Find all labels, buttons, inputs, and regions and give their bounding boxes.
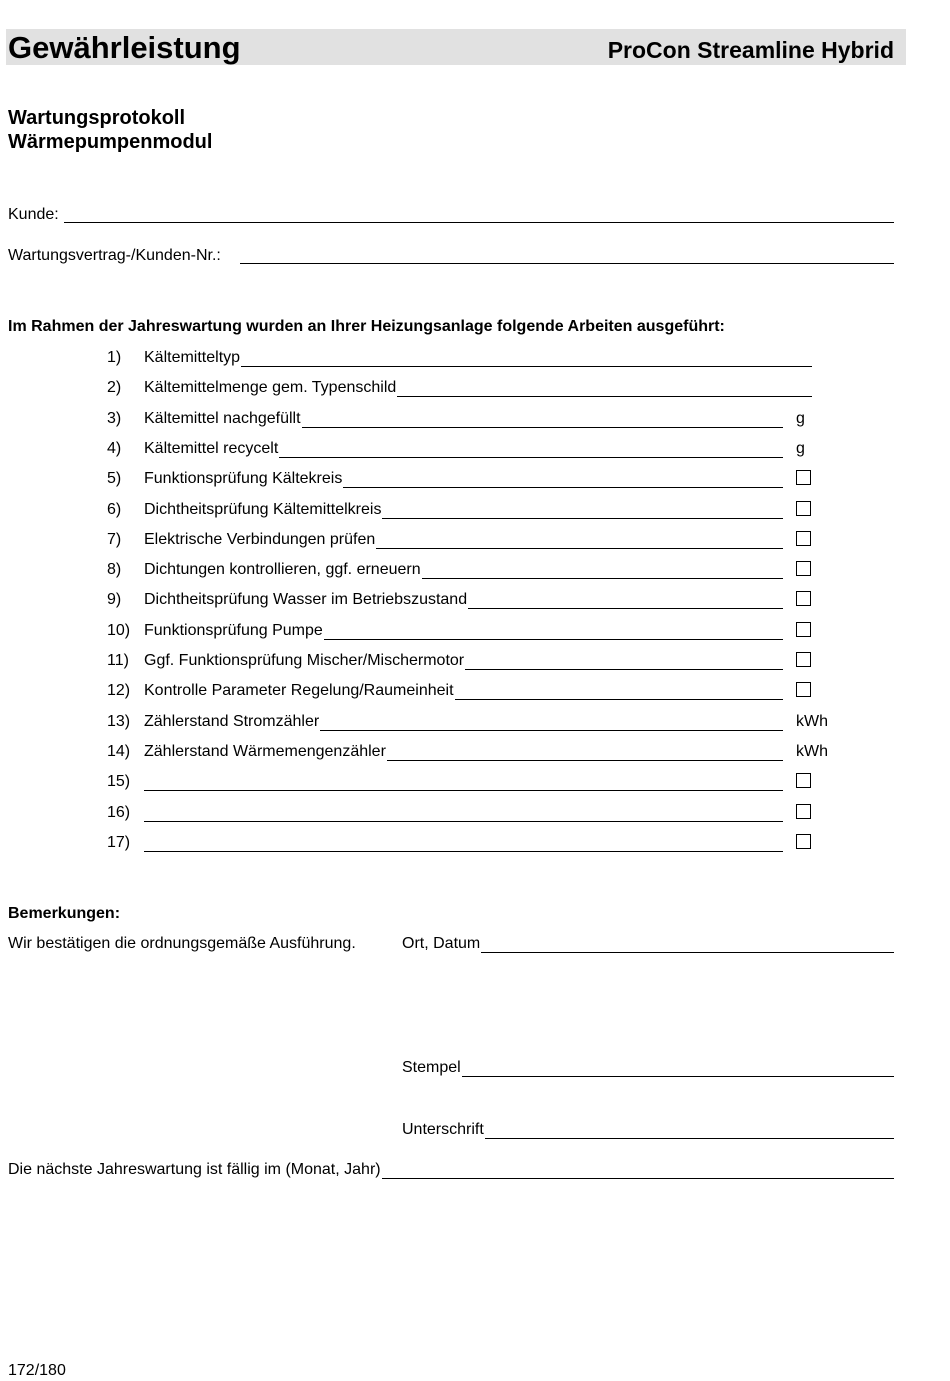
checklist-row <box>0 409 950 433</box>
checklist-row <box>0 712 950 736</box>
checklist-unit: g <box>796 440 805 457</box>
checklist-row <box>0 742 950 766</box>
checklist-item-number: 5) <box>107 470 122 487</box>
checklist-checkbox[interactable] <box>796 652 811 667</box>
next-service-label: Die nächste Jahreswartung ist fällig im (Monat, Jahr) <box>8 1161 381 1178</box>
checklist-item-label: Kontrolle Parameter Regelung/Raumeinheit <box>144 682 454 699</box>
checklist-item-number: 9) <box>107 591 122 608</box>
checklist-item-label: Zählerstand Wärmemengenzähler <box>144 743 386 760</box>
checklist-row <box>0 560 950 584</box>
checklist-item-label: Funktionsprüfung Pumpe <box>144 622 323 639</box>
checklist-row <box>0 772 950 796</box>
checklist-row <box>0 348 950 372</box>
checklist-item-label: Kältemittel recycelt <box>144 440 279 457</box>
contract-number-label: Wartungsvertrag-/Kunden-Nr.: <box>8 247 221 264</box>
product-name: ProCon Streamline Hybrid <box>607 37 894 63</box>
checklist-row <box>0 681 950 705</box>
checklist-item-number: 15) <box>107 773 131 790</box>
checklist-item-label: Kältemittel nachgefüllt <box>144 410 301 427</box>
checklist-checkbox[interactable] <box>796 773 811 788</box>
checklist-item-label: Elektrische Verbindungen prüfen <box>144 531 376 548</box>
checklist-item-number: 13) <box>107 713 131 730</box>
signature-label: Unterschrift <box>402 1121 484 1138</box>
contract-number-field-line[interactable] <box>240 263 894 264</box>
checklist-checkbox[interactable] <box>796 682 811 697</box>
checklist-row <box>0 590 950 614</box>
checklist-item-label: Dichtheitsprüfung Wasser im Betriebszustand <box>144 591 468 608</box>
checklist-entry-line[interactable] <box>144 790 783 791</box>
checklist-intro: Im Rahmen der Jahreswartung wurden an Ihrer Heizungsanlage folgende Arbeiten ausgeführt: <box>8 318 725 335</box>
checklist-item-number: 11) <box>107 652 129 669</box>
document-title-line2: Wärmepumpenmodul <box>8 131 213 153</box>
checklist-row <box>0 803 950 827</box>
stamp-label: Stempel <box>402 1059 461 1076</box>
checklist-item-label: Funktionsprüfung Kältekreis <box>144 470 343 487</box>
checklist-checkbox[interactable] <box>796 531 811 546</box>
checklist-row <box>0 439 950 463</box>
checklist-checkbox[interactable] <box>796 834 811 849</box>
checklist-checkbox[interactable] <box>796 501 811 516</box>
checklist-item-label: Zählerstand Stromzähler <box>144 713 320 730</box>
customer-label: Kunde: <box>8 206 59 223</box>
checklist-item-number: 3) <box>107 410 122 427</box>
checklist-entry-line[interactable] <box>144 851 783 852</box>
checklist-item-number: 8) <box>107 561 122 578</box>
checklist-item-label: Kältemittelmenge gem. Typenschild <box>144 379 397 396</box>
checklist-checkbox[interactable] <box>796 622 811 637</box>
confirmation-text: Wir bestätigen die ordnungsgemäße Ausführung. <box>8 935 356 952</box>
stamp-field-line[interactable] <box>402 1076 894 1077</box>
checklist-item-number: 17) <box>107 834 131 851</box>
document-title-line1: Wartungsprotokoll <box>8 107 186 129</box>
checklist-item-number: 14) <box>107 743 131 760</box>
checklist-item-number: 4) <box>107 440 122 457</box>
checklist-item-number: 16) <box>107 804 131 821</box>
checklist-checkbox[interactable] <box>796 591 811 606</box>
checklist-checkbox[interactable] <box>796 561 811 576</box>
checklist-row <box>0 621 950 645</box>
checklist-row <box>0 651 950 675</box>
checklist-checkbox[interactable] <box>796 470 811 485</box>
checklist-row <box>0 833 950 857</box>
checklist-item-label: Kältemitteltyp <box>144 349 241 366</box>
checklist-item-label: Ggf. Funktionsprüfung Mischer/Mischermotor <box>144 652 465 669</box>
customer-field-line[interactable] <box>64 222 894 223</box>
checklist-row <box>0 500 950 524</box>
checklist-checkbox[interactable] <box>796 804 811 819</box>
checklist-item-number: 10) <box>107 622 131 639</box>
checklist-item-number: 1) <box>107 349 122 366</box>
place-date-label: Ort, Datum <box>402 935 481 952</box>
page-number: 172/180 <box>8 1362 66 1379</box>
page-title: Gewährleistung <box>8 30 241 65</box>
checklist-entry-line[interactable] <box>144 366 812 367</box>
checklist-item-label: Dichtheitsprüfung Kältemittelkreis <box>144 501 382 518</box>
checklist-unit: kWh <box>796 713 828 730</box>
checklist-entry-line[interactable] <box>144 821 783 822</box>
checklist-item-number: 12) <box>107 682 131 699</box>
checklist-item-number: 2) <box>107 379 122 396</box>
checklist-item-label: Dichtungen kontrollieren, ggf. erneuern <box>144 561 421 578</box>
checklist-row <box>0 530 950 554</box>
checklist-item-number: 6) <box>107 501 122 518</box>
remarks-heading: Bemerkungen: <box>8 905 121 922</box>
checklist-unit: g <box>796 410 805 427</box>
checklist-unit: kWh <box>796 743 828 760</box>
checklist-item-number: 7) <box>107 531 122 548</box>
checklist-row <box>0 378 950 402</box>
checklist-row <box>0 469 950 493</box>
